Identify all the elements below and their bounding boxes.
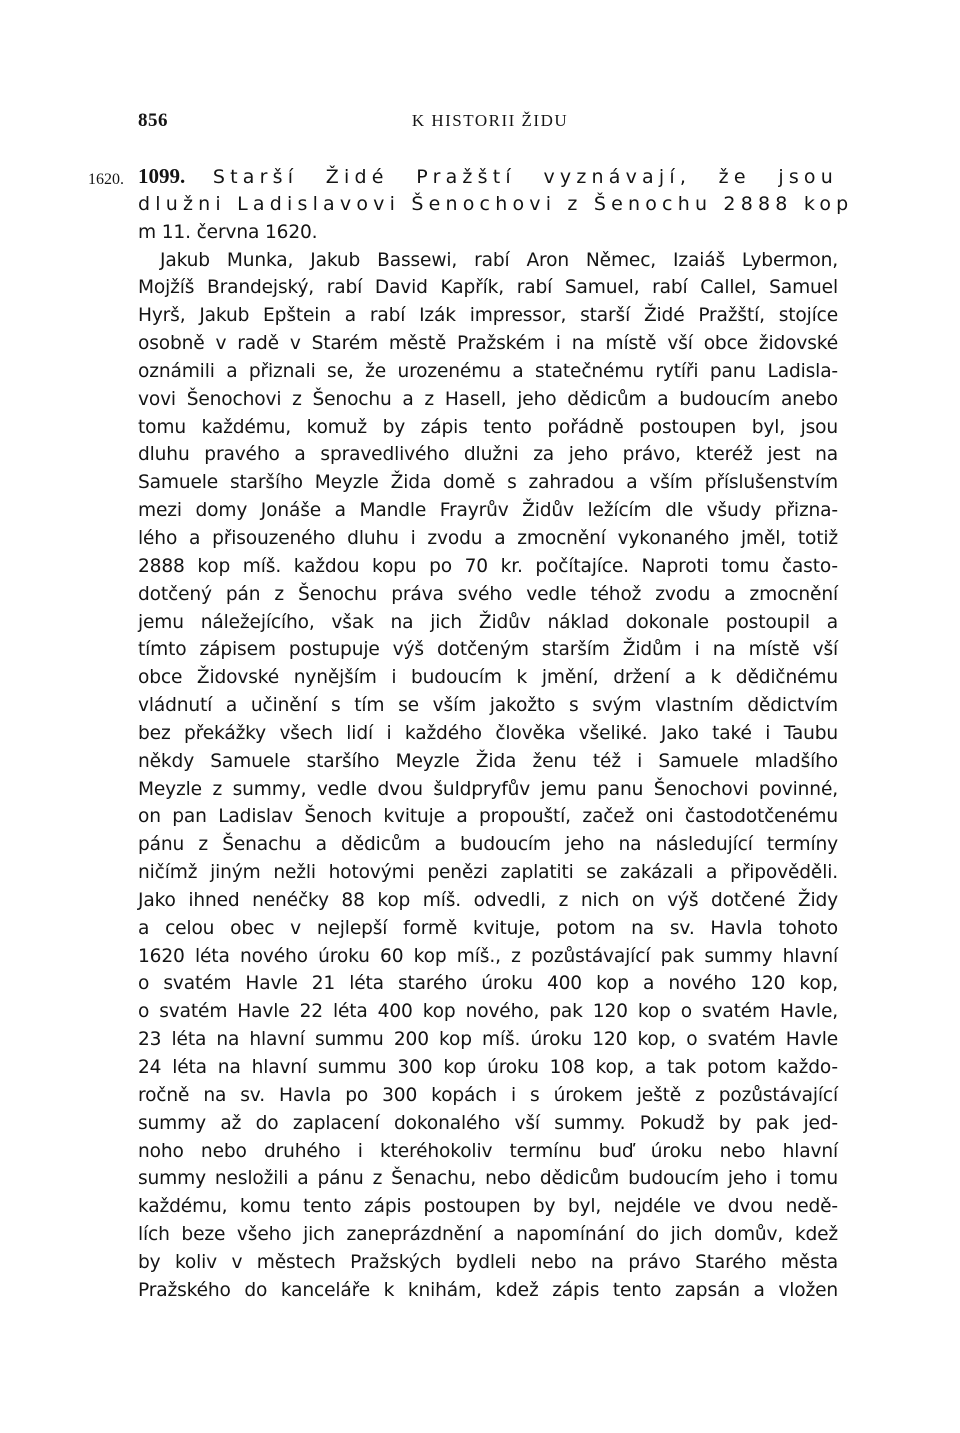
- body-line: ročně na sv. Havla po 300 kopách i s úrokem ještě z pozůstávající: [138, 1084, 838, 1106]
- body-line: vládnutí a učinění s tím se vším jakožto s svým vlastním dědictvím: [138, 695, 838, 717]
- body-line: on pan Ladislav Šenoch kvituje a propouští, začež oni častodotčenému: [138, 806, 838, 828]
- body-line: mezi domy Jonáše a Mandle Frayrův Židův ležícím dle všudy přizna-: [138, 500, 838, 522]
- body-line: summy až do zaplacení dokonalého vší summy. Pokudž by pak jed-: [138, 1112, 838, 1134]
- body-line: vovi Šenochovi z Šenochu a z Hasell, jeho dědicům a budoucím anebo: [138, 388, 838, 410]
- entry-body: [138, 247, 838, 1305]
- body-line: dotčený pán z Šenochu práva svého vedle téhož zvodu a zmocnění: [138, 583, 838, 605]
- body-line: tímto zápisem postupuje výš dotčeným starším Židům i na místě vší: [138, 639, 838, 661]
- body-line: o svatém Havle 22 léta 400 kop nového, pak 120 kop o svatém Havle,: [138, 1001, 838, 1023]
- margin-year-note: 1620.: [88, 171, 124, 188]
- body-line: 1620 léta nového úroku 60 kop míš., z pozůstávající pak summy hlavní: [138, 945, 838, 967]
- body-line: dluhu pravého a spravedlivého dlužni za jeho právo, kteréž jest na: [138, 444, 838, 466]
- body-line: někdy Samuele staršího Meyzle Žida ženu též i Samuele mladšího: [138, 750, 838, 772]
- body-line: pánu z Šenachu a dědicům a budoucím jeho na následující termíny: [138, 834, 838, 856]
- body-line: 24 léta na hlavní summu 300 kop úroku 108 kop, a tak potom každo-: [138, 1057, 838, 1078]
- body-line: Jako ihned nenéčky 88 kop míš. odvedli, z nich on výš dotčené Židy: [138, 889, 838, 911]
- body-line: každému, komu tento zápis postoupen by byl, nejdéle ve dvou nedě-: [138, 1196, 838, 1218]
- body-line: 23 léta na hlavní summu 200 kop míš. úroku 120 kop, o svatém Havle: [138, 1029, 838, 1051]
- body-line: summy nesložili a pánu z Šenachu, nebo dědicům budoucím jeho i tomu: [138, 1168, 838, 1190]
- entry-heading-line-2: dlužni Ladislavovi Šenochovi z Šenochu 2888 kop: [138, 192, 854, 215]
- page-number: 856: [138, 110, 168, 131]
- body-line: lích beze všeho jich zaneprázdnění a napomínání do jich domův, kdež: [138, 1224, 838, 1246]
- body-line: obce Židovské nynějším i budoucím k jmění, držení a k dědičnému: [138, 667, 838, 689]
- entry-text-block: [138, 163, 854, 1305]
- body-line: ničímž jiným nežli hotovými penězi zaplatiti se zakázali a připověděli.: [138, 862, 838, 884]
- body-line: jemu náležejícího, však na jich Židův náklad dokonale postoupil a: [138, 611, 838, 633]
- entry-heading-line-1: 1099. Starší Židé Pražští vyznávají, že jsou: [138, 164, 838, 188]
- body-line: Jakub Munka, Jakub Bassewi, rabí Aron Němec, Izaiáš Lybermon,: [160, 249, 838, 271]
- body-line: tomu každému, komuž by zápis tento pořádně postoupen byl, jsou: [138, 416, 838, 438]
- body-line: Samuele staršího Meyzle Žida domě s zahradou a vším příslušenstvím: [138, 472, 838, 494]
- body-line: Mojžíš Brandejský, rabí David Kapřík, rabí Samuel, rabí Callel, Samuel: [138, 277, 838, 299]
- body-line: Meyzle z summy, vedle dvou šuldpryfův jemu panu Šenochovi povinné,: [138, 778, 838, 800]
- body-line: o svatém Havle 21 léta starého úroku 400 kop a nového 120 kop,: [138, 973, 838, 995]
- body-line: bez překážky všech lidí i každého člověka všeliké. Jako také i Taubu: [138, 722, 838, 744]
- body-line: by koliv v městech Pražských bydleli nebo na právo Starého města: [138, 1251, 838, 1273]
- body-line: noho nebo druhého i kteréhokoliv termínu buď úroku nebo hlavní: [138, 1140, 838, 1162]
- body-line: a celou obec v nejlepší formě kvituje, potom na sv. Havla tohoto: [138, 917, 838, 939]
- body-line: Pražského do kanceláře k knihám, kdež zápis tento zapsán a vložen: [138, 1279, 838, 1301]
- body-line: 2888 kop míš. každou kopu po 70 kr. počítajíce. Naproti tomu často-: [138, 555, 838, 577]
- body-line: osobně v radě v Starém městě Pražském i na místě vší obce židovské: [138, 333, 838, 355]
- body-line: lého a přisouzeného dluhu i zvodu a zmocnění vykonaného jměl, totiž: [138, 527, 838, 549]
- running-title: K HISTORII ŽIDU: [411, 111, 569, 130]
- entry-number: 1099.: [138, 164, 186, 188]
- body-line: Hyrš, Jakub Epštein a rabí Izák impressor, starší Židé Pražští, stojíce: [138, 305, 838, 327]
- entry-heading-line-3: m 11. června 1620.: [138, 221, 318, 243]
- body-line: oznámili a přiznali se, že urozenému a statečnému rytíři panu Ladisla-: [138, 360, 838, 382]
